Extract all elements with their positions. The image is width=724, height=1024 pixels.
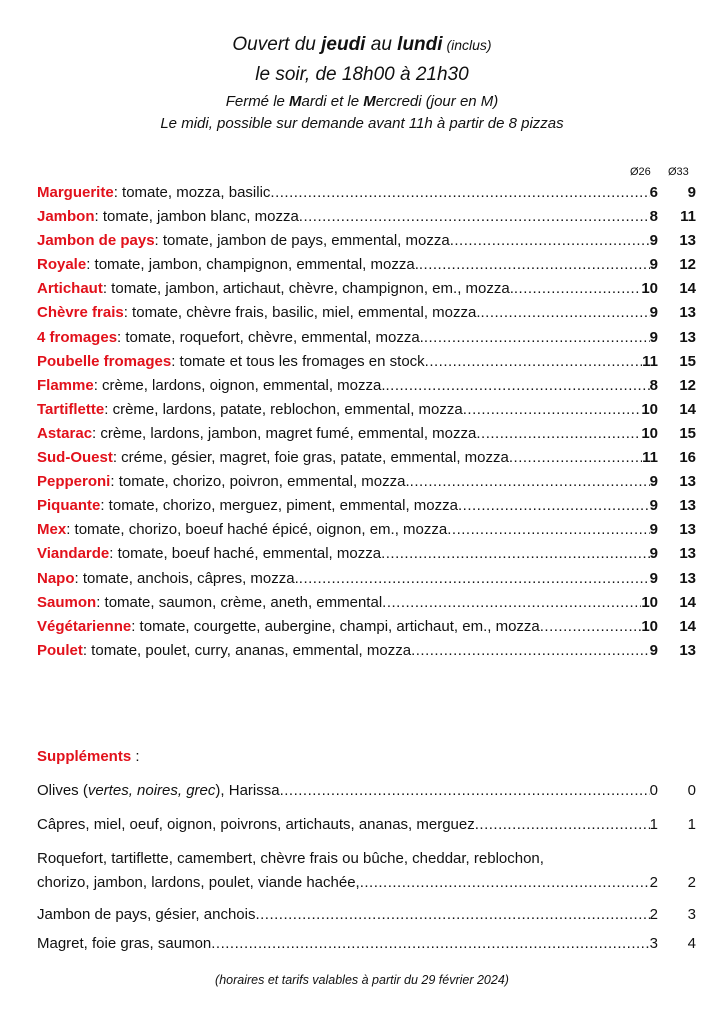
text: M [363,93,376,110]
price-26: 11 [642,449,658,467]
validity-note: (horaires et tarifs valables à partir du 29 février 2024) [215,973,509,987]
leader-dots [299,205,650,229]
pizza-ingredients: : créme, gésier, magret, foie gras, patate, emmental, mozza [112,449,509,467]
text: Magret, foie gras, saumon [37,935,212,952]
leader-dots [475,813,650,837]
supplements-heading [37,748,140,765]
pizza-row [37,446,696,470]
pizza-ingredients: : tomate, chorizo, poivron, emmental, mozza. [110,473,410,491]
price-33: 14 [679,400,696,418]
leader-dots [255,903,649,927]
text: Jambon de pays, gésier, anchois [37,906,256,923]
pizza-row [37,350,696,374]
text: ercredi (jour en M) [375,93,499,110]
text: jeudi [321,34,366,55]
price-26: 10 [641,280,658,298]
price-33: 16 [679,449,696,467]
pizza-ingredients: : tomate, jambon blanc, mozza [94,208,299,226]
price-33: 4 [687,935,696,952]
pizza-name: 4 fromages [37,328,118,346]
pizza-ingredients: : tomate, jambon, champignon, emmental, mozza. [86,256,419,274]
pizza-name: Mex [37,521,67,539]
pizza-name: Artichaut [37,280,103,298]
price-33: 13 [679,497,696,515]
pizza-name: Jambon [37,208,95,226]
price-26: 6 [649,184,658,201]
leader-dots [211,932,649,956]
price-26: 9 [649,641,658,659]
supplement-row [37,779,696,813]
pizza-row [37,181,696,205]
text: ardi et le [301,93,364,110]
pizza-ingredients: : crème, lardons, oignon, emmental, mozza. [93,376,386,394]
pizza-name: Viandarde [37,545,110,563]
price-26: 10 [641,400,658,418]
pizza-ingredients: : tomate, jambon de pays, emmental, mozza [154,232,450,250]
text: Roquefort, tartiflette, camembert, chèvre frais ou bûche, cheddar, reblochon, [37,850,544,867]
pizza-ingredients: : tomate, jambon, artichaut, chèvre, champignon, em., mozza. [102,280,514,298]
price-26: 8 [649,208,658,226]
opening-hours: le soir, de 18h00 à 21h30 [255,64,469,85]
text: Ouvert du [232,34,322,55]
pizza-row [37,542,696,566]
pizza-row [37,374,696,398]
price-33: 13 [679,328,696,346]
price-33: 13 [679,569,696,587]
leader-dots [270,181,649,205]
pizza-row [37,229,696,253]
pizza-row [37,326,696,350]
leader-dots [280,779,650,803]
text: Fermé le [225,93,290,110]
leader-dots [299,567,650,591]
text: Olives ( [37,782,88,799]
pizza-ingredients: : tomate, boeuf haché, emmental, mozza [109,545,382,563]
pizza-name: Tartiflette [37,400,105,418]
pizza-row [37,253,696,277]
supplement-row [37,871,696,903]
price-26: 9 [649,521,658,539]
pizza-name: Royale [37,256,87,274]
leader-dots [476,422,641,446]
pizza-ingredients: : tomate, poulet, curry, ananas, emmental, mozza [82,641,412,659]
price-33: 15 [679,424,696,442]
pizza-name: Astarac [37,424,93,442]
price-33: 13 [679,641,696,659]
pizza-row [37,277,696,301]
pizza-name: Sud-Ouest [37,449,113,467]
size-header-26: Ø26 [630,166,651,178]
price-33: 14 [679,593,696,611]
price-26: 9 [649,473,658,491]
pizza-ingredients: : tomate, saumon, crème, aneth, emmental [96,593,383,611]
pizza-row [37,615,696,639]
price-33: 12 [679,376,696,394]
text: lundi [397,34,443,55]
price-33: 0 [687,782,696,799]
price-26: 9 [649,569,658,587]
text: Câpres, miel, oeuf, oignon, poivrons, artichauts, ananas, merguez [37,816,475,833]
text: au [365,34,398,55]
price-26: 2 [649,874,658,891]
price-26: 11 [642,352,658,370]
price-33: 13 [679,304,696,322]
supplement-row [37,903,696,932]
price-33: 11 [680,208,696,226]
price-33: 12 [679,256,696,274]
pizza-ingredients: : tomate, chorizo, merguez, piment, emmental, mozza [100,497,458,515]
price-33: 15 [679,352,696,370]
pizza-name: Jambon de pays [37,232,155,250]
pizza-name: Chèvre frais [37,304,124,322]
text: chorizo, jambon, lardons, poulet, viande hachée, [37,874,360,891]
pizza-ingredients: : crème, lardons, patate, reblochon, emmental, mozza [104,400,463,418]
price-26: 10 [641,617,658,635]
pizza-name: Napo [37,569,75,587]
pizza-ingredients: : tomate, chèvre frais, basilic, miel, emmental, mozza. [123,304,481,322]
price-26: 9 [649,545,658,563]
price-26: 9 [649,497,658,515]
pizza-name: Poulet [37,641,83,659]
closed-days [0,91,724,113]
pizza-row [37,494,696,518]
leader-dots [419,253,650,277]
pizza-row [37,470,696,494]
leader-dots [463,398,642,422]
leader-dots [481,301,650,325]
leader-dots [540,615,642,639]
price-26: 2 [649,906,658,923]
pizza-list [37,181,696,663]
price-26: 9 [649,304,658,322]
opening-hours-header [0,30,724,135]
price-33: 13 [679,232,696,250]
price-26: 0 [649,782,658,799]
pizza-row [37,639,696,663]
pizza-ingredients: : tomate et tous les fromages en stock [171,352,425,370]
pizza-ingredients: : tomate, courgette, aubergine, champi, artichaut, em., mozza [131,617,540,635]
size-header-33: Ø33 [668,166,689,178]
text: M [289,93,302,110]
opening-days [0,30,724,60]
supplement-row [37,932,696,956]
leader-dots [424,326,650,350]
leader-dots [509,446,642,470]
leader-dots [447,518,649,542]
pizza-name: Pepperoni [37,473,111,491]
leader-dots [514,277,641,301]
pizza-row [37,422,696,446]
price-33: 13 [679,521,696,539]
pizza-row [37,567,696,591]
leader-dots [411,639,650,663]
leader-dots [382,591,641,615]
pizza-row [37,301,696,325]
pizza-name: Végétarienne [37,617,132,635]
price-26: 8 [649,376,658,394]
price-26: 3 [649,935,658,952]
leader-dots [360,871,650,895]
leader-dots [386,374,650,398]
pizza-name: Marguerite [37,184,114,201]
pizza-row [37,518,696,542]
pizza-row [37,591,696,615]
price-33: 14 [679,617,696,635]
text: : [131,748,140,765]
text: Suppléments [37,748,132,765]
price-26: 10 [641,424,658,442]
price-26: 9 [649,328,658,346]
price-26: 9 [649,256,658,274]
text: vertes, noires, grec [87,782,216,799]
pizza-ingredients: : tomate, anchois, câpres, mozza. [74,569,299,587]
pizza-name: Flamme [37,376,94,394]
text: (inclus) [442,37,492,53]
price-26: 1 [649,816,658,833]
pizza-ingredients: : tomate, chorizo, boeuf haché épicé, oignon, em., mozza [66,521,448,539]
price-33: 1 [687,816,696,833]
text: ), Harissa [215,782,280,799]
price-33: 2 [687,874,696,891]
pizza-name: Poubelle fromages [37,352,172,370]
price-33: 14 [679,280,696,298]
price-26: 9 [649,232,658,250]
pizza-row [37,398,696,422]
leader-dots [450,229,650,253]
price-33: 13 [679,545,696,563]
price-33: 3 [687,906,696,923]
supplement-row-line1 [37,847,665,871]
pizza-ingredients: : tomate, mozza, basilic [113,184,271,201]
supplements-list [37,779,696,956]
price-33: 9 [687,184,696,201]
leader-dots [425,350,642,374]
price-33: 13 [679,473,696,491]
supplement-row [37,813,696,847]
lunch-note: Le midi, possible sur demande avant 11h à partir de 8 pizzas [160,115,564,132]
leader-dots [381,542,650,566]
leader-dots [410,470,650,494]
pizza-name: Piquante [37,497,101,515]
pizza-name: Saumon [37,593,97,611]
pizza-ingredients: : tomate, roquefort, chèvre, emmental, mozza. [117,328,424,346]
pizza-ingredients: : crème, lardons, jambon, magret fumé, emmental, mozza [92,424,477,442]
leader-dots [458,494,650,518]
price-26: 10 [641,593,658,611]
pizza-row [37,205,696,229]
